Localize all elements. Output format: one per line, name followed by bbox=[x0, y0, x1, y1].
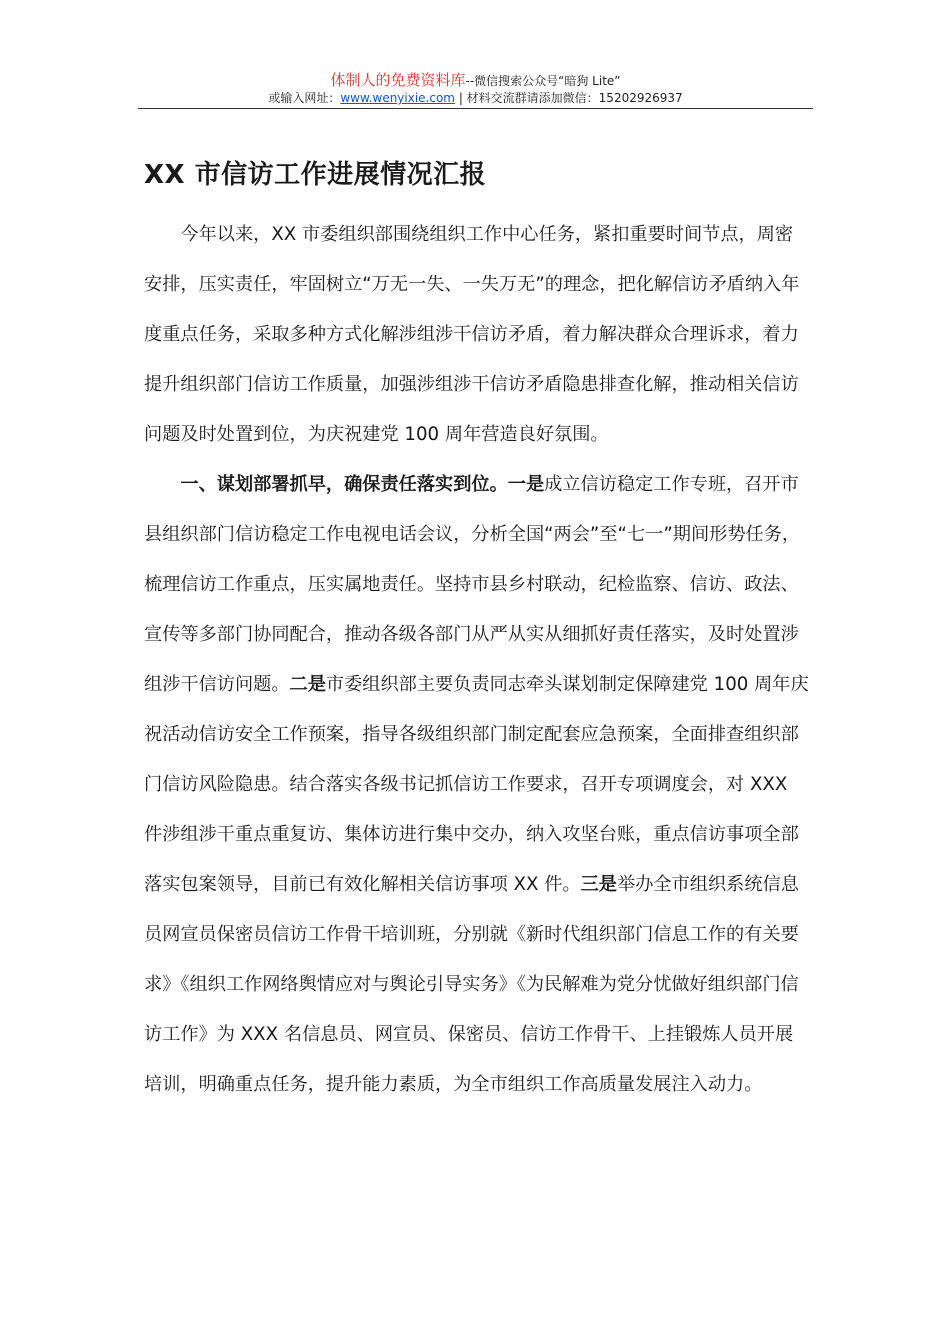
header-divider bbox=[138, 108, 813, 109]
header-promo-line bbox=[138, 70, 813, 90]
point-3-text: 举办全市组织系统信息员网宣员保密员信访工作骨干培训班，分别就《新时代组织部门信息工作的有关要求》《组织工作网络舆情应对与舆论引导实务》《为民解难为党分忧做好组织部门信访工作》为 XXX 名信息员、网宣员、保密员、信访工作骨干、上挂锻炼人员开展培训，明确重点任务，提升能力素质，为全市组织工作高质量发展注入动力。 bbox=[144, 874, 799, 1095]
header-url-prefix: 或输入网址： bbox=[268, 91, 341, 105]
header-contact: | 材料交流群请添加微信：15202926937 bbox=[455, 91, 683, 105]
header-slogan: --微信搜索公众号“暗狗 Lite” bbox=[465, 74, 621, 88]
document-body bbox=[144, 150, 809, 1110]
header-website-link[interactable]: www.wenyixie.com bbox=[340, 91, 455, 105]
point-1-text: 成立信访稳定工作专班，召开市县组织部门信访稳定工作电视电话会议，分析全国“两会”至“七一”期间形势任务，梳理信访工作重点，压实属地责任。坚持市县乡村联动，纪检监察、信访、政法、宣传等多部门协同配合，推动各级各部门从严从实从细抓好责任落实，及时处置涉组涉干信访问题。 bbox=[144, 474, 801, 695]
point-3-lead: 三是 bbox=[580, 874, 617, 895]
intro-paragraph: 今年以来，XX 市委组织部围绕组织工作中心任务，紧扣重要时间节点，周密安排，压实责任，牢固树立“万无一失、一失万无”的理念，把化解信访矛盾纳入年度重点任务，采取多种方式化解涉组涉干信访矛盾，着力解决群众合理诉求，着力提升组织部门信访工作质量，加强涉组涉干信访矛盾隐患排查化解，推动相关信访问题及时处置到位，为庆祝建党 100 周年营造良好氛围。 bbox=[144, 224, 800, 445]
section-1-paragraph bbox=[144, 460, 809, 1110]
header-brand: 体制人的免费资料库 bbox=[330, 71, 466, 89]
section-1-heading: 一、谋划部署抓早，确保责任落实到位。 bbox=[180, 474, 508, 495]
page-header bbox=[138, 70, 813, 106]
point-1-lead: 一是 bbox=[507, 474, 545, 495]
header-contact-line bbox=[138, 90, 813, 106]
document-title: XX 市信访工作进展情况汇报 bbox=[144, 160, 487, 190]
point-2-lead: 二是 bbox=[289, 674, 326, 695]
point-2-text: 市委组织部主要负责同志牵头谋划制定保障建党 100 周年庆祝活动信访安全工作预案，指导各级组织部门制定配套应急预案，全面排查组织部门信访风险隐患。结合落实各级书记抓信访工作要求，召开专项调度会，对 XXX 件涉组涉干重点重复访、集体访进行集中交办，纳入攻坚台账，重点信访事项全部落实包案领导，目前已有效化解相关信访事项 XX 件。 bbox=[144, 674, 809, 895]
